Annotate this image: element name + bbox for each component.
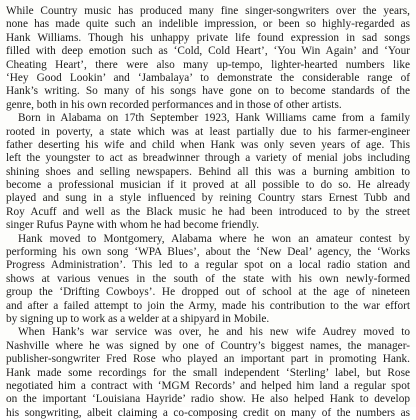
- text-line: Cheating Heart’, there were also many up-tempo, lighter-hearted numbers like: [6, 58, 410, 71]
- text-line: and after a failed attempt to join the Army, made his contribution to the war effort: [6, 299, 410, 312]
- text-line: publisher-songwriter Fred Rose who played an important part in promoting Hank.: [6, 353, 410, 366]
- text-line: his songwriting, albeit claiming a co-composing credit on many of the numbers as: [6, 406, 410, 419]
- text-line: Hank Williams. Though his unhappy private life found expression in sad songs: [6, 31, 410, 44]
- text-line: ‘Hey Good Lookin’ and ‘Jambalaya’ to demonstrate the considerable range of: [6, 71, 410, 84]
- text-line: group the ‘Drifting Cowboys’. He dropped out of school at the age of nineteen: [6, 286, 410, 299]
- text-line: none has made quite such an indelible impression, or been so highly-regarded as: [6, 18, 410, 31]
- text-line: Nashville where he was signed by one of Country’s biggest names, the manager-: [6, 339, 410, 352]
- text-line: by signing up to work as a welder at a shipyard in Mobile.: [6, 312, 270, 325]
- text-line: rooted in poverty, a state which was at least partially due to his farmer-engineer: [6, 125, 410, 138]
- text-line: Born in Alabama on 17th September 1923, Hank Williams came from a family: [18, 112, 410, 125]
- text-line: shows at various venues in the south of the state with his own newly-formed: [6, 272, 410, 285]
- text-line: on the important ‘Louisiana Hayride’ radio show. He also helped Hank to develop: [6, 393, 410, 406]
- text-line: negotiated him a contract with ‘MGM Records’ and helped him land a regular spot: [6, 379, 410, 392]
- text-line: father deserting his wife and child when Hank was only seven years of age. This: [6, 138, 410, 151]
- text-line: become a professional musician if it proved at all possible to do so. He already: [6, 179, 410, 192]
- biography-text: [6, 5, 410, 420]
- text-line: singer Rufus Payne with whom he had become friendly.: [6, 219, 260, 232]
- text-line: Hank’s writing. So many of his songs have gone on to become standards of the: [6, 85, 410, 98]
- text-line: shining shoes and selling newspapers. Behind all this was a burning ambition to: [6, 165, 410, 178]
- text-line: Progress Administration’. This led to a regular spot on a local radio station and: [6, 259, 410, 272]
- text-line: Roy Acuff and well as the Black music he had been introduced to by the street: [6, 205, 410, 218]
- text-line: Hank made some recordings for the small independent ‘Sterling’ label, but Rose: [6, 366, 410, 379]
- text-line: Hank moved to Montgomery, Alabama where he won an amateur contest by: [18, 232, 410, 245]
- text-line: played and sung in a style influenced by reining Country stars Ernest Tubb and: [6, 192, 410, 205]
- text-line: While Country music has produced many fine singer-songwriters over the years,: [6, 5, 410, 17]
- text-line: When Hank’s war service was over, he and his new wife Audrey moved to: [18, 326, 410, 339]
- text-line: performing his own song ‘WPA Blues’, about the ‘New Deal’ agency, the ‘Works: [6, 246, 410, 259]
- text-line: genre, both in his own recorded performances and in those of other artists.: [6, 98, 342, 111]
- text-line: left the youngster to act as breadwinner through a variety of menial jobs including: [6, 152, 410, 165]
- text-line: filled with deep emotion such as ‘Cold, Cold Heart’, ‘You Win Again’ and ‘Your: [6, 45, 410, 58]
